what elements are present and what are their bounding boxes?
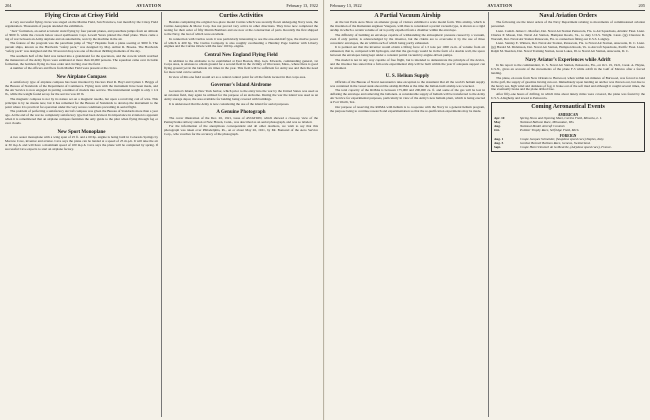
event-date: Apr. 10 xyxy=(494,116,505,121)
article-heading: Central New England Flying Field xyxy=(204,52,278,58)
event-date: Oct. xyxy=(494,127,501,132)
article xyxy=(164,83,318,109)
article-paragraph: Besides completing the original two-place model Curtiss which was recently flown undergoing Navy tests, the Curtiss Aeroplane & Motor Corp. has not proved very active in other directions. They have now completed the testing for their order of fifty Martin Bombers and are now at the construction of parts. Recently the first shipped to the Navy, the last of which were excellent. xyxy=(164,20,318,36)
right-column-1 xyxy=(330,12,485,418)
article-paragraph: The magnetic compass is not by its nature set on a magnetic needle, but upon a revolving coil of wire. This principle is by no means new, but it has remained for the Bureau of Standards to develop the instrument to the point where it is practical for operation under the very severe conditions prevailing in aerial flight. xyxy=(5,96,158,109)
right-page-number: 205 xyxy=(638,3,645,8)
article-paragraph: The plane, en route from New Orleans to Burwood, when within ten minutes of Burwood, was forced to land in the gulf, the supply of gasoline having run out. Immediately upon landing an anchor was thrown out, but due to the heavy sea, high wind and darkness of fog, it broke out of the soft mud and although it caught several times, the line eventually broke and the plane drifted free. xyxy=(491,75,645,92)
article xyxy=(164,53,318,83)
article-paragraph: Lieut. Comdr. James C. Monfort, Det. Naval Air Station Pensacola, Fla. to Air Squadrons, Atlantic Fleet. Lieut. Charles P. Mason, Det. Naval Air Station, Hampton Roads, Va., to duty U.S.S. Wright. Lieut. (jg) Clarence R. Worstell, Det. Naval Air Station Pensacola, Fla. to connection fitting out U.S.S. Langley. xyxy=(491,28,645,41)
event-description: Pulitzer Trophy Race, Selfridge Field, Mich. xyxy=(520,127,580,132)
events-american-label: AMERICAN xyxy=(557,112,579,117)
article-paragraph: The total capacity of the ROMA is between 175,000 and 200,000 cu. ft. and some of the gas will be lost in deflating the envelope and removing the ballonets. A considerable supply of helium will be transferred to the Army Air Service for experimental purposes, particularly in view of the Army's new helium plant, which is being erected at Fort Worth, Tex. xyxy=(330,88,485,104)
article xyxy=(330,74,485,113)
article-paragraph: The problem of perfecting a satisfactory aircraft compass was given the Bureau of Standards more than a year ago. At the end of the war no completely satisfactory type had been devised. Its importance in aviation is apparent when it is remembered that an airplane compass furnishes the only guide to the pilot when flying through fog or over clouds. xyxy=(5,109,158,126)
event-date: May xyxy=(494,120,501,125)
article-paragraph: In connection with Curtiss work it was particularly interesting to see the one-and-half type, the motive power of which is 400 hp. The Curtiss Company is also roughly overhauling a Handley Page bomber with Liberty engines and the Curtiss Oriole with the new 160 hp. engine. xyxy=(164,36,318,49)
article xyxy=(164,110,318,137)
article-heading: A Genuine Photograph xyxy=(216,110,266,116)
event-description: Spring Show and Opening Meet, Curtiss Field, Mineola, L. I. xyxy=(520,116,602,121)
right-column-2 xyxy=(491,12,645,418)
article-paragraph: For the information of the anonymous correspondent and all other doubters, we wish to say that this photograph was taken over Philadelphia, Pa., on or about May 26, 1921, by Mr. Bonsarel of the Aero Service Corp., who vouches for the accuracy of the photograph. xyxy=(164,124,318,137)
article-paragraph: Our purpose of reserving the ROMA with helium is to cooperate with the Navy in a general helium program, the purpose being to continue research and experimentation so that the re-purification experiments may be made. xyxy=(330,104,485,113)
article-paragraph: A very successful flying circus was staged on the Marina Field, San Francisco, last month by the Crissy Field organization. Thousands of people attended the exhibition. xyxy=(5,20,158,29)
events-foreign-label: FOREIGN xyxy=(559,133,577,138)
event-description: Gordon Bennett Balloon Race, Geneva, Switzerland. xyxy=(520,141,591,146)
left-column-rule xyxy=(161,12,162,417)
left-page-number: 204 xyxy=(5,3,12,8)
article-paragraph: The cover illustration of the Dec. 26, 1921, issue of AVIATION, which showed a close-up view of the Pennsylvania railway station at New Haven, Conn., was described as an aerial photograph, and was so labeled. xyxy=(164,115,318,124)
article xyxy=(5,130,158,152)
event-description: National Balloon Race, Milwaukee, Wis. xyxy=(520,120,575,125)
left-page xyxy=(0,0,324,420)
article xyxy=(491,13,645,57)
article xyxy=(5,75,158,129)
right-column-2-articles xyxy=(491,13,645,101)
event-row xyxy=(494,146,642,150)
article-paragraph: The model is not in any way capable of free flight, but is intended to demonstrate the principle of the device, and the inventor has stated that a full-scale experimental ship will be built within the year if adequate support can be obtained. xyxy=(330,57,485,70)
article-paragraph: Governor's Island, in New York harbor, which prior to the entry into the war by the United States was used as an aviation field, may again be utilized for the purpose of an airdrome. During the war the island was used as an Army storage depot, the area available for landing being covered with buildings. xyxy=(164,89,318,101)
article-heading: Governor's Island Airdrome xyxy=(210,83,272,89)
event-description: Coupe Jacques Schneider, (Seaplane speed race) Naples, Italy. xyxy=(520,137,605,142)
event-description: National Model Aircraft Contests xyxy=(520,123,565,128)
event-date: Aug. xyxy=(494,123,501,128)
right-magazine-title: AVIATION xyxy=(487,3,513,8)
article-paragraph: Officials of the Bureau of Naval Aeronautics take exception to the statement that all the world's helium supply was contained in the vessel sunk aboard the airship ROMA at the time the Italian-built airship was wrecked. xyxy=(330,79,485,88)
article xyxy=(5,13,158,74)
right-page-date: February 13, 1922 xyxy=(330,3,362,8)
article-heading: Flying Circus at Crissy Field xyxy=(44,13,119,19)
article-paragraph: In his report to the commandant, U. S. Naval Air Station, Pensacola, Fla., on Oct. 19, 1921, Lieut. A. Hayne, U.S.N., gives an account of the movements of the plane F-5 while adrift in the Gulf of Mexico after a forced landing. xyxy=(491,63,645,76)
article-paragraph: The difficulty of building an envelope capable of withstanding the atmospheric pressure caused by a vacuum, even if only partial, is acknowledged by the inventor, but the claims are to overcome it by the use of three concentric envelopes, the air within each of which being partly exhausted. xyxy=(330,32,485,45)
event-date: Sept. xyxy=(494,145,502,150)
coming-events-title: Coming Aeronautical Events xyxy=(531,104,605,111)
article-paragraph: At the last Paris Aero Show an amateur group of visitors exhibited a scale model form. This airship, which is the invention of the Rumanian engineer Vaugean, with thus is considered a partial vacuum type, is shown as a rigid airship in which a certain volume of air is partly expelled from a chamber within the envelope. xyxy=(330,20,485,32)
event-date: Aug. 1 xyxy=(494,137,504,142)
article xyxy=(164,13,318,52)
events-american-list xyxy=(494,117,642,133)
event-date: Aug. 5 xyxy=(494,141,504,146)
left-column-2 xyxy=(164,12,318,418)
article-paragraph: In view of this one field would act as a central control point for all the fields located in that corps area. xyxy=(169,74,307,79)
article-heading: New Airplane Compass xyxy=(56,74,107,80)
article-heading: U. S. Helium Supply xyxy=(385,74,430,80)
article-paragraph: A number of the officers and fliers from Mather Field were present at the circus. xyxy=(10,66,118,71)
article-heading: Curtiss Activities xyxy=(219,13,263,19)
right-page xyxy=(325,0,650,420)
left-page-date: February 13, 1922 xyxy=(286,3,318,8)
event-description: Coupe Henri Deutsch de la Meurthe, (Airplane speed race), France. xyxy=(520,145,612,150)
article-paragraph: After fifty-one hours of drifting, in which time about ninety miles were covered, the plane was found by the U.S.S. Allegheny and towed to Pensacola. xyxy=(491,92,645,101)
article-paragraph: The feature of the program was the parachute jump of "Sky" Hopkins from a plane soaring at 3000 ft. The pursuit ships, known as the Hardwick "safety pack," was designed by Maj. Arthur R. Brooks. The Hardwick "safety pack" was designed and the 30 second drop was one of the most thrilling moments of the day. xyxy=(5,41,158,54)
article xyxy=(491,58,645,101)
left-column-1 xyxy=(5,12,158,418)
article-paragraph: Lieut. Stanley E. Winters, Det. Naval Air Station, Pensacola, Fla. to Naval Air Station, Anacostia, D. C. Lieut. (jg) Harold M. Dickinson, Det. Naval Air Station, Hampton Roads, Va. to Aircraft Squadrons, Pacific Fleet. Lieut. Ralph M. Skerdon, Det. Naval Training Station, Great Lakes, Ill. to Naval Air Station, Anacostia, D. C. xyxy=(491,41,645,54)
article-paragraph: "Jazz" formation, an aerial acrobatic stunt flying by four pursuit planes, and parachute jumps from an altitude of 3000 ft. while the crowds below stood spellbound. Capt. Lowell Yerex piloted the chief plane. There came a tug of war between an Army airplane and an automobile, won by the machine in the air. xyxy=(5,28,158,41)
event-row xyxy=(494,129,642,133)
article-paragraph: The following are the latest orders of the Navy Department relating to movements of commissioned aviation personnel. xyxy=(491,20,645,29)
left-magazine-title: AVIATION xyxy=(136,3,162,8)
article-heading: New Sport Monoplane xyxy=(57,129,106,135)
article-heading: A Partial Vacuum Airship xyxy=(374,13,441,19)
left-running-head xyxy=(5,3,318,11)
article-paragraph: A satisfactory type of airplane compass has been invented by Doctors Paul R. Heyl and Lyman J. Briggs of the Bureau of Standards of the Department of Commerce. Flying tests with the instrument have been made, and the Air Service is now engaged in putting a number of models into service. The instrumental weight is only 1 1/4 lb., while the weight found set up for the service was 20 lb. xyxy=(5,80,158,97)
events-foreign-list xyxy=(494,138,642,150)
article-heading: Naval Aviation Orders xyxy=(539,13,597,19)
right-running-head xyxy=(330,3,645,11)
article-paragraph: It is understood that the Army is now considering the use of the island for aerial purposes. xyxy=(169,101,290,106)
article xyxy=(330,13,485,73)
right-column-rule xyxy=(488,12,489,417)
article-paragraph: The southern half of the field was turned into a grandstand for the spectators, and the crowds which watched the maneuvers of the Army flyers were estimated at more than 20,000 persons. The squadron came over in battle formation, the bombers flying in close order and circling over the field. xyxy=(5,53,158,66)
coming-events-box xyxy=(491,102,645,152)
article-paragraph: A two seater monoplane with a wing span of 25 ft. and a 60 hp. engine is being built in Colorado Springs by Morrow Cave, inventor and aviator. Cave says the plane can be landed at a speed of 25 m.p.h. It will take the air at 30 m.p.h. and will have a maximum speed of 100 m.p.h. Cave says the plane will be completed by spring. If successful Cave expects to start an airplane factory. xyxy=(5,135,158,151)
article-heading: Navy Aviator's Experiences while Adrift xyxy=(525,57,611,63)
article-paragraph: It is pointed out that the inventor would obtain a lifting force of 1.3 tons per 1000 cu.m. of volume from air exhausted, that is, compared with hydrogen, and that the gas bags would be in the form of a double wall, the space between the envelopes being kept under a constant partial vacuum by engine-driven pumps. xyxy=(330,45,485,58)
article-paragraph: In addition to the airdrome to be established at East Boston, Maj. Gen. Edwards, commanding general, 1st Corps Area, is anxious to obtain ground for a second field in the vicinity of Worcester, Mass., where there is good flying ground yet in the latitude six times in the year. This field will be sufficient for Army use and then the need for more land can be settled. xyxy=(164,58,318,75)
